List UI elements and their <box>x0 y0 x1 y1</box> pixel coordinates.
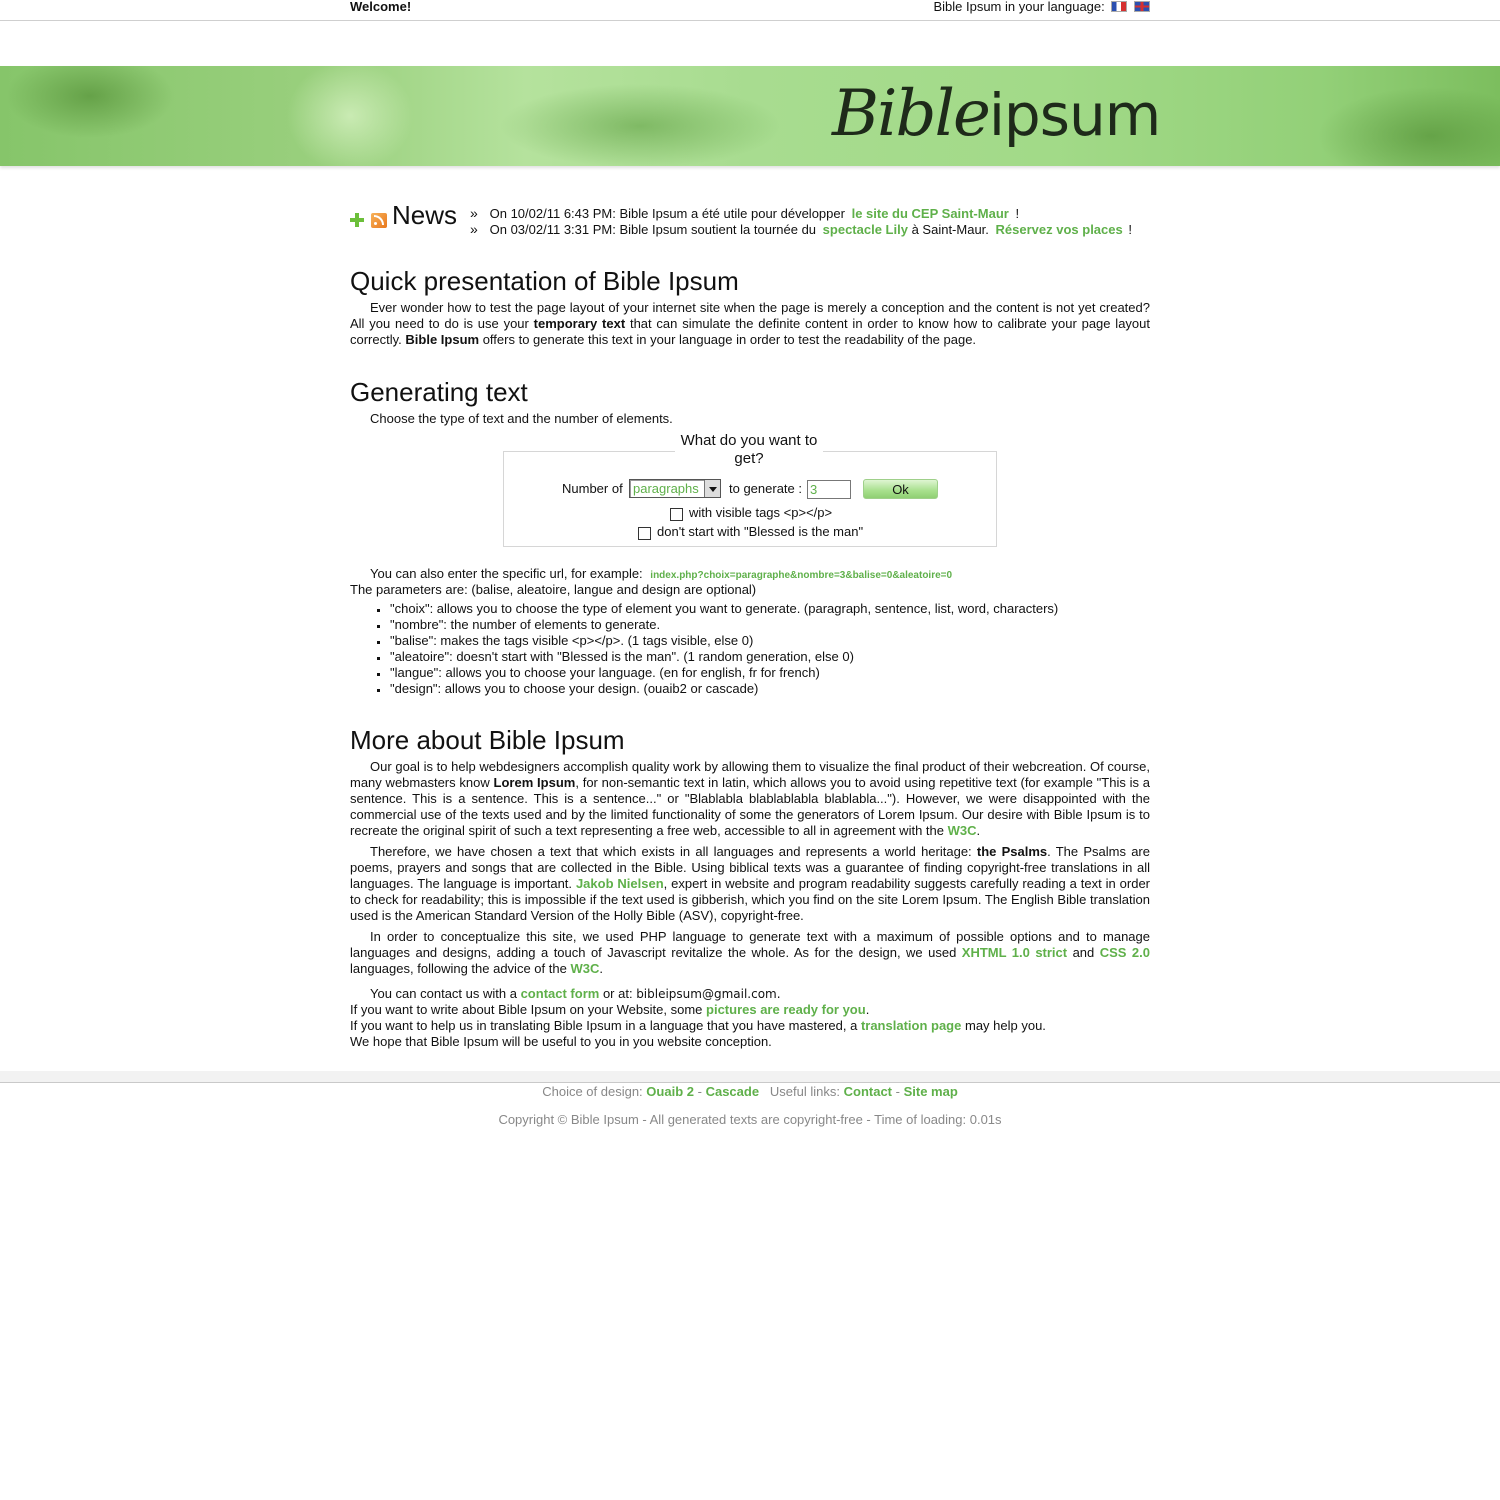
generating-heading: Generating text <box>350 377 528 407</box>
random-start-label: don't start with "Blessed is the man" <box>657 524 864 539</box>
w3c-link[interactable]: W3C <box>947 823 977 838</box>
design-cascade-link[interactable]: Cascade <box>705 1084 760 1099</box>
visible-tags-checkbox[interactable] <box>670 508 683 521</box>
rss-icon[interactable] <box>371 213 387 228</box>
closing-line: We hope that Bible Ipsum will be useful to you in you website conception. <box>350 1034 772 1049</box>
site-logo[interactable] <box>832 74 1160 154</box>
presentation-heading: Quick presentation of Bible Ipsum <box>350 266 739 296</box>
flag-fr-icon[interactable] <box>1111 1 1127 12</box>
list-item: "choix": allows you to choose the type of element you want to generate. (paragraph, sentence, list, word, characters) <box>350 601 1058 617</box>
to-generate-label: to generate : <box>729 481 802 496</box>
list-item: "balise": makes the tags visible <p></p>. (1 tags visible, else 0) <box>350 633 1058 649</box>
top-bar <box>0 0 1500 21</box>
params-list <box>350 601 1058 697</box>
generating-intro: Choose the type of text and the number of elements. <box>370 411 673 426</box>
element-type-select[interactable]: paragraphs <box>629 479 721 498</box>
number-of-label: Number of <box>562 481 623 496</box>
language-chooser <box>933 0 1150 14</box>
language-label: Bible Ipsum in your language: <box>933 0 1105 14</box>
double-chevron-icon: » <box>470 221 478 237</box>
site-map-link[interactable]: Site map <box>903 1084 958 1099</box>
welcome-text: Welcome! <box>350 0 412 14</box>
more-paragraph-1: Our goal is to help webdesigners accomplish quality work by allowing them to visualize the final product of their webcreation. Of course, many webmasters know Lorem Ipsum, for non-semantic text in latin, which allows you to avoid using repetitive text (for example "This is a sentence. This is a sentence. This is a sentence..." or "Blablabla blablablabla blablabla..."). However, we were disappointed with the commercial use of the texts used and by the limited functionality of some the generators of Lorem Ipsum. Our desire with Bible Ipsum is to recreate the original spirit of such a text representing a free web, accessible to all in agreement with the W3C. <box>350 759 1150 838</box>
contact-line: You can contact us with a contact form or at: bibleipsum@gmail.com. <box>370 986 781 1001</box>
more-heading: More about Bible Ipsum <box>350 725 625 755</box>
news-item: » On 10/02/11 6:43 PM: Bible Ipsum a été utile pour développer le site du CEP Saint-Maur ! <box>470 205 1020 221</box>
news-title: News <box>392 200 458 230</box>
jakob-nielsen-link[interactable]: Jakob Nielsen <box>575 876 664 891</box>
list-item: "design": allows you to choose your design. (ouaib2 or cascade) <box>350 681 1058 697</box>
logo-bible-text: Bible <box>832 77 989 151</box>
params-intro: The parameters are: (balise, aleatoire, langue and design are optional) <box>350 582 757 597</box>
news-section <box>350 200 1150 240</box>
footer-links: Choice of design: Ouaib 2 - Cascade Useful links: Contact - Site map <box>542 1084 958 1099</box>
presentation-text: Ever wonder how to test the page layout of your internet site when the page is merely a conception and the content is not yet created? All you need to do is use your temporary text that can simulate the definite content in order to know how to calibrate your page layout correctly. Bible Ipsum offers to generate this text in your language in order to test the readability of the page. <box>350 300 1150 347</box>
list-item: "aleatoire": doesn't start with "Blessed is the man". (1 random generation, else 0) <box>350 649 1058 665</box>
contact-form-link[interactable]: contact form <box>520 986 600 1001</box>
news-link-spectacle[interactable]: spectacle Lily <box>822 222 908 237</box>
more-paragraph-3: In order to conceptualize this site, we used PHP language to generate text with a maximum of possible options and to manage languages and designs, adding a touch of Javascript revitalize the whole. As for the design, we used XHTML 1.0 strict and CSS 2.0 languages, following the advice of the W3C. <box>350 929 1150 976</box>
dropdown-arrow-icon[interactable] <box>704 480 720 497</box>
footer-divider <box>0 1071 1500 1083</box>
form-legend: What do you want to get? <box>675 432 823 468</box>
css-link[interactable]: CSS 2.0 <box>1099 945 1150 960</box>
list-item: "langue": allows you to choose your language. (en for english, fr for french) <box>350 665 1058 681</box>
double-chevron-icon: » <box>470 205 478 221</box>
translation-line: If you want to help us in translating Bible Ipsum in a language that you have mastered, a translation page may help you. <box>350 1018 1046 1033</box>
random-start-checkbox[interactable] <box>638 527 651 540</box>
translation-page-link[interactable]: translation page <box>860 1018 962 1033</box>
ok-button[interactable]: Ok <box>863 479 938 499</box>
flag-uk-icon[interactable] <box>1134 1 1150 12</box>
w3c-link-2[interactable]: W3C <box>570 961 600 976</box>
news-link-cep[interactable]: le site du CEP Saint-Maur <box>851 206 1009 221</box>
footer-contact-link[interactable]: Contact <box>843 1084 892 1099</box>
plus-icon[interactable] <box>350 213 364 227</box>
url-intro: You can also enter the specific url, for example: index.php?choix=paragraphe&nombre=3&balise=0&aleatoire=0 <box>370 566 953 581</box>
more-paragraph-2: Therefore, we have chosen a text that which exists in all languages and represents a world heritage: the Psalms. The Psalms are poems, prayers and songs that are collected in the Bible. Using biblical texts was a guarantee of finding copyright-free translations in all languages. The language is important. Jakob Nielsen, expert in website and program readability suggests carefully reading a text in order to check for readability; this is impossible if the text used is gibberish, which you find on the site Lorem Ipsum. The English Bible translation used is the American Standard Version of the Holly Bible (ASV), copyright-free. <box>350 844 1151 923</box>
quantity-input[interactable] <box>807 480 851 499</box>
xhtml-link[interactable]: XHTML 1.0 strict <box>961 945 1068 960</box>
visible-tags-label: with visible tags <p></p> <box>689 505 833 520</box>
copyright-text: Copyright © Bible Ipsum - All generated texts are copyright-free - Time of loading: 0.01s <box>498 1112 1002 1127</box>
logo-ipsum-text: ipsum <box>988 81 1161 149</box>
design-ouaib2-link[interactable]: Ouaib 2 <box>646 1084 694 1099</box>
news-link-reserve[interactable]: Réservez vos places <box>995 222 1123 237</box>
pictures-line: If you want to write about Bible Ipsum on your Website, some pictures are ready for you. <box>350 1002 870 1017</box>
pictures-link[interactable]: pictures are ready for you <box>706 1002 866 1017</box>
news-item: » On 03/02/11 3:31 PM: Bible Ipsum soutient la tournée du spectacle Lily à Saint-Maur. Réservez vos places ! <box>470 221 1132 237</box>
list-item: "nombre": the number of elements to generate. <box>350 617 1058 633</box>
header-banner <box>0 66 1500 166</box>
url-example-link[interactable]: index.php?choix=paragraphe&nombre=3&balise=0&aleatoire=0 <box>650 570 953 581</box>
email-address: bibleipsum@gmail.com. <box>636 987 781 1001</box>
